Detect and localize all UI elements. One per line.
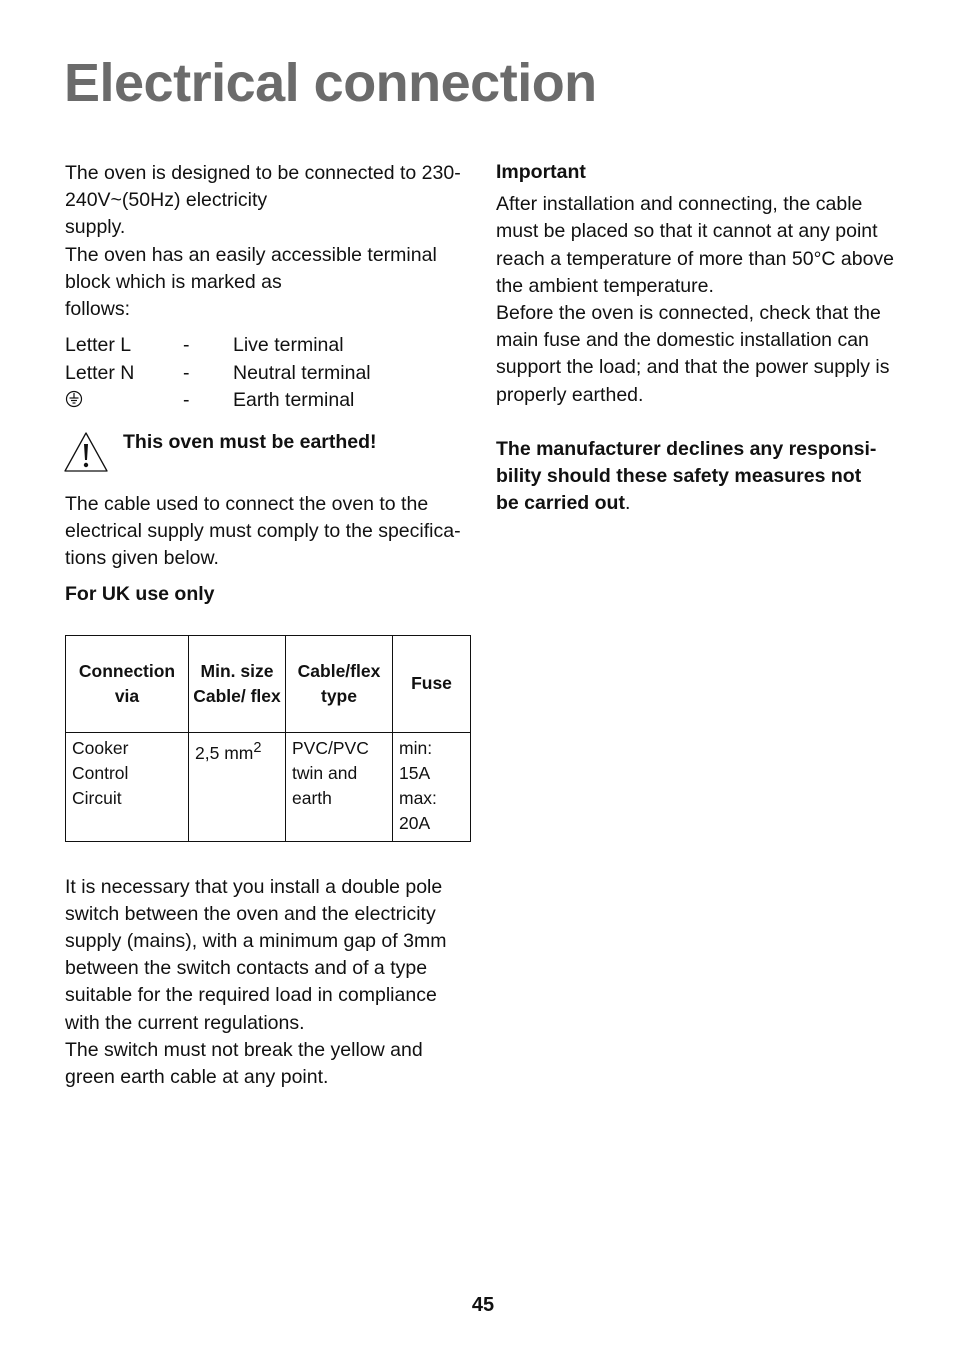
text-line: The oven has an easily accessible terminal (65, 243, 437, 266)
cable-spec-table (65, 635, 471, 842)
text-line: must be placed so that it cannot at any point (496, 220, 878, 243)
text-line: 240V~(50Hz) electricity (65, 189, 268, 212)
table-header-row (66, 635, 471, 732)
column-header: Min. size Cable/ flex (189, 635, 286, 732)
text-line: properly earthed. (496, 383, 644, 406)
text-line: It is necessary that you install a double pole (65, 875, 443, 898)
terminal-letter: Letter N (65, 361, 135, 384)
text-line: The switch must not break the yellow and (65, 1038, 423, 1061)
text-line: electrical supply must comply to the specifica- (65, 519, 461, 542)
table-cell-min-size: 2,5 $mm^2$ (189, 732, 286, 841)
terminal-description: Earth terminal (233, 389, 355, 412)
terminal-description: Neutral terminal (233, 361, 371, 384)
text-line: green earth cable at any point. (65, 1065, 329, 1088)
table-row (66, 732, 471, 841)
table-cell-type: PVC/PVC twin and earth (286, 732, 393, 841)
terminal-letter: Letter L (65, 334, 132, 357)
text-line: The oven is designed to be connected to 230- (65, 162, 461, 184)
terminal-row (65, 360, 475, 388)
text-line: suitable for the required load in compliance (65, 984, 437, 1007)
terminal-row (65, 332, 475, 360)
right-column (496, 159, 906, 518)
important-heading: Important (496, 161, 586, 183)
terminal-row (65, 387, 475, 415)
text-line: bility should these safety measures not (496, 465, 862, 488)
text-line: The manufacturer declines any responsi- (496, 438, 877, 461)
terminal-description: Live terminal (233, 334, 344, 357)
earth-symbol-icon (65, 390, 83, 408)
text-line: block which is marked as (65, 270, 282, 293)
text-line: supply (mains), with a minimum gap of 3mm (65, 929, 447, 952)
text-line: The cable used to connect the oven to the (65, 492, 429, 515)
column-header: Fuse (393, 635, 471, 732)
text-line: reach a temperature of more than 50°C above (496, 247, 895, 270)
warning-triangle-icon (63, 431, 109, 473)
cable-paragraph (65, 491, 475, 573)
page-number: 45 (471, 1294, 495, 1316)
column-header: Cable/flex type (286, 635, 393, 732)
text-line: main fuse and the domestic installation can (496, 329, 869, 352)
text-line: be carried out. (496, 492, 631, 515)
text-line: support the load; and that the power supply is (496, 356, 890, 379)
text-line: switch between the oven and the electricity (65, 902, 436, 925)
uk-heading: For UK use only (65, 583, 215, 606)
table-cell-connection: Cooker Control Circuit (66, 732, 189, 841)
text-line: with the current regulations. (65, 1011, 305, 1034)
intro-paragraph (65, 160, 475, 323)
text-line: follows: (65, 298, 131, 321)
warning-text: This oven must be earthed! (123, 430, 377, 453)
text-line: supply. (65, 216, 126, 239)
page-title: Electrical connection (64, 53, 597, 113)
left-column (65, 160, 475, 1091)
terminal-dash: - (183, 389, 190, 412)
terminal-dash: - (183, 361, 190, 384)
text-line: tions given below. (65, 547, 219, 570)
disclaimer-paragraph (496, 436, 906, 518)
terminal-dash: - (183, 334, 190, 357)
column-header: Connection via (66, 635, 189, 732)
earth-warning (65, 431, 475, 473)
switch-paragraph (65, 874, 475, 1092)
text-line: After installation and connecting, the cable (496, 193, 863, 216)
text-line: between the switch contacts and of a type (65, 957, 428, 980)
important-paragraph (496, 191, 906, 409)
text-line: the ambient temperature. (496, 274, 714, 297)
table-cell-fuse: min: 15A max: 20A (393, 732, 471, 841)
terminal-list (65, 332, 475, 415)
text-line: Before the oven is connected, check that the (496, 302, 881, 325)
